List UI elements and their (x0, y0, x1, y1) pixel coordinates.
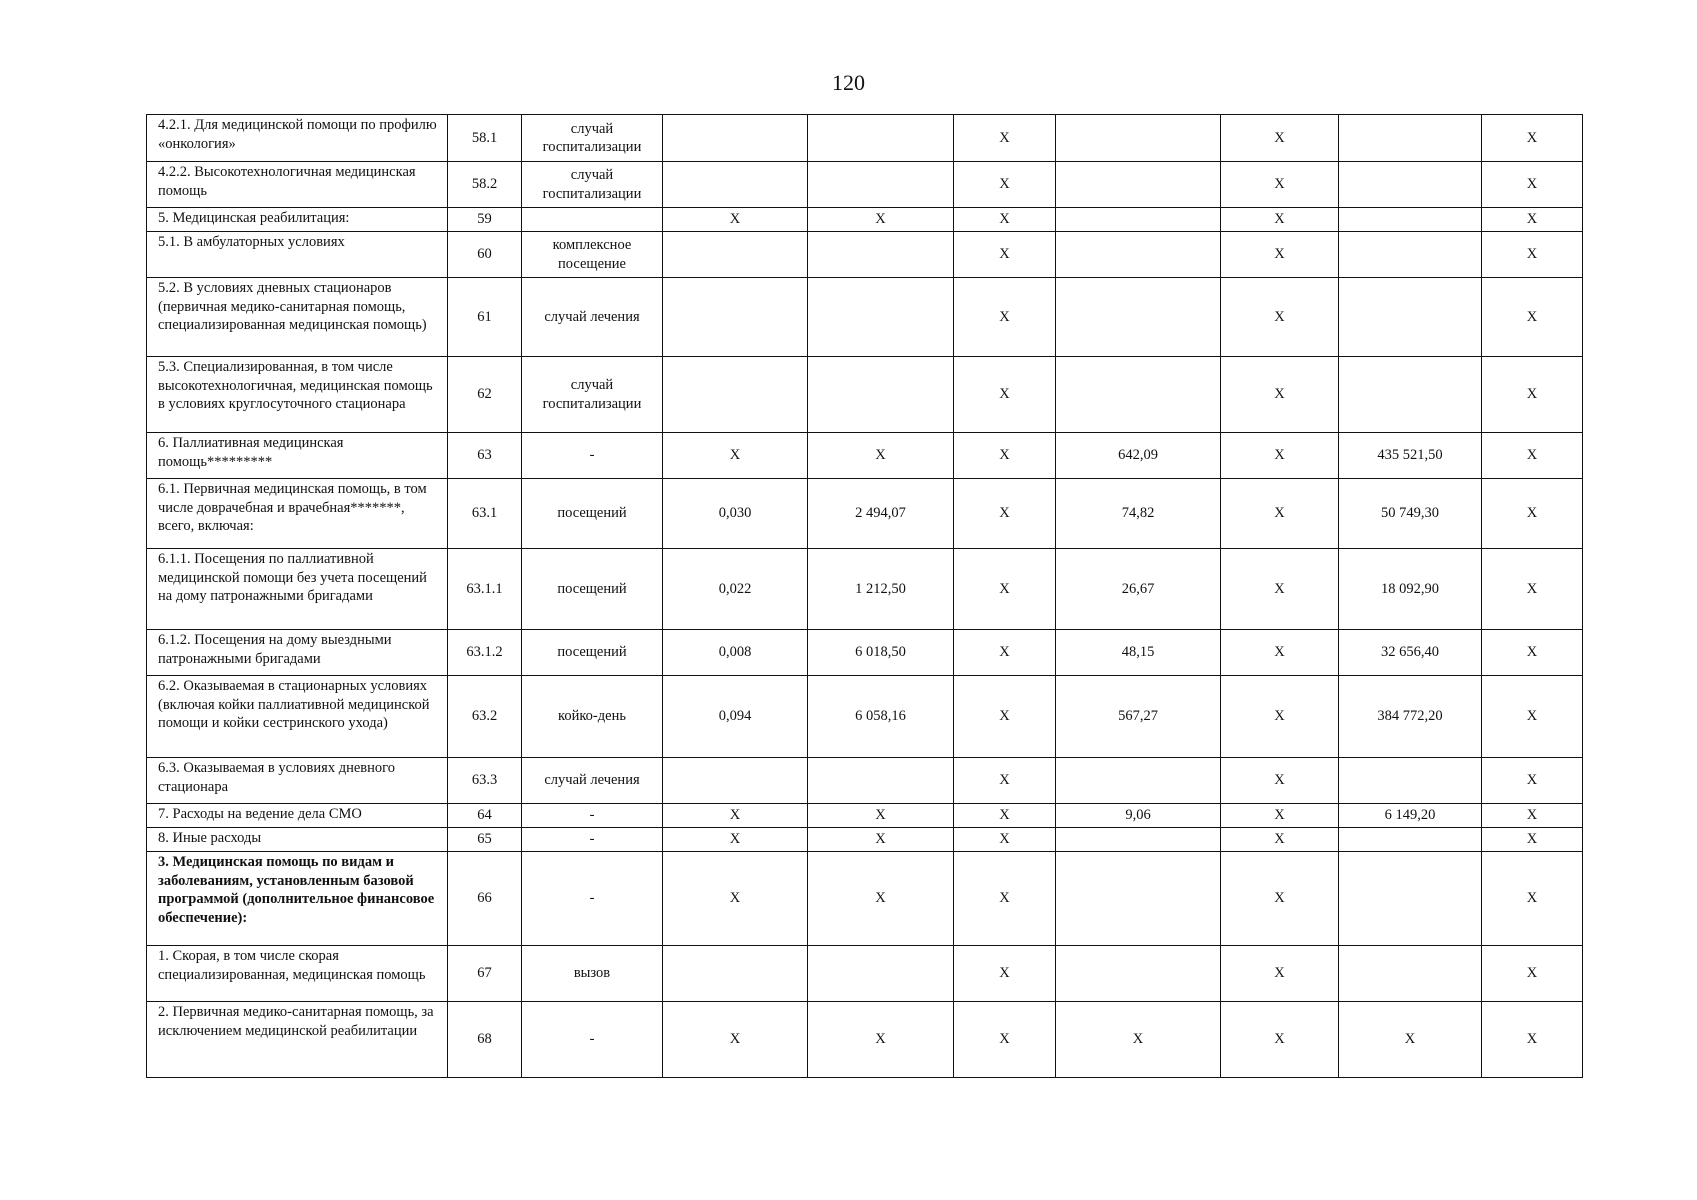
row-value-cell-1 (663, 115, 808, 162)
row-value-cell-4: 74,82 (1056, 479, 1221, 549)
table-row (147, 232, 1583, 278)
row-value-cell-3: X (954, 852, 1056, 946)
row-value-cell-7: X (1482, 433, 1583, 479)
row-unit-cell: случай госпитализации (522, 162, 663, 208)
row-value-cell-6: 32 656,40 (1339, 630, 1482, 676)
row-code-cell: 59 (448, 208, 522, 232)
row-code-cell: 58.2 (448, 162, 522, 208)
row-value-cell-4 (1056, 232, 1221, 278)
row-name-cell: 5.2. В условиях дневных стационаров (первичная медико-санитарная помощь, специализированная медицинская помощь) (147, 278, 448, 357)
table-row (147, 115, 1583, 162)
row-value-cell-3: X (954, 278, 1056, 357)
row-value-cell-7: X (1482, 630, 1583, 676)
row-value-cell-3: X (954, 828, 1056, 852)
row-code-cell: 63.2 (448, 676, 522, 758)
row-value-cell-4 (1056, 357, 1221, 433)
row-value-cell-5: X (1221, 208, 1339, 232)
row-value-cell-6: 50 749,30 (1339, 479, 1482, 549)
row-name-cell: 6.1.1. Посещения по паллиативной медицинской помощи без учета посещений на дому патронажными бригадами (147, 549, 448, 630)
table-row (147, 1002, 1583, 1078)
row-name-cell: 4.2.1. Для медицинской помощи по профилю «онкология» (147, 115, 448, 162)
row-value-cell-2: X (808, 1002, 954, 1078)
row-name-cell: 6.1.2. Посещения на дому выездными патронажными бригадами (147, 630, 448, 676)
row-name-cell: 8. Иные расходы (147, 828, 448, 852)
row-value-cell-3: X (954, 357, 1056, 433)
row-value-cell-6: X (1339, 1002, 1482, 1078)
table-row (147, 828, 1583, 852)
row-name-cell: 6. Паллиативная медицинская помощь********* (147, 433, 448, 479)
row-value-cell-7: X (1482, 162, 1583, 208)
row-name-cell: 3. Медицинская помощь по видам и заболеваниям, установленным базовой программой (дополнительное финансовое обеспечение): (147, 852, 448, 946)
row-code-cell: 68 (448, 1002, 522, 1078)
row-value-cell-3: X (954, 804, 1056, 828)
row-name-cell: 1. Скорая, в том числе скорая специализированная, медицинская помощь (147, 946, 448, 1002)
row-value-cell-4 (1056, 946, 1221, 1002)
row-value-cell-4: 567,27 (1056, 676, 1221, 758)
row-value-cell-1 (663, 162, 808, 208)
row-value-cell-3: X (954, 549, 1056, 630)
row-value-cell-5: X (1221, 232, 1339, 278)
row-value-cell-4: 26,67 (1056, 549, 1221, 630)
row-value-cell-4 (1056, 115, 1221, 162)
row-unit-cell: случай лечения (522, 758, 663, 804)
row-name-cell: 4.2.2. Высокотехнологичная медицинская помощь (147, 162, 448, 208)
row-value-cell-7: X (1482, 549, 1583, 630)
row-value-cell-3: X (954, 115, 1056, 162)
row-value-cell-5: X (1221, 758, 1339, 804)
row-unit-cell: случай лечения (522, 278, 663, 357)
row-value-cell-7: X (1482, 804, 1583, 828)
report-body (147, 115, 1583, 1078)
table-row (147, 278, 1583, 357)
row-code-cell: 63.1.2 (448, 630, 522, 676)
row-value-cell-7: X (1482, 479, 1583, 549)
row-name-cell: 6.3. Оказываемая в условиях дневного стационара (147, 758, 448, 804)
row-code-cell: 63.3 (448, 758, 522, 804)
row-value-cell-2 (808, 758, 954, 804)
row-unit-cell: - (522, 852, 663, 946)
row-value-cell-4: 9,06 (1056, 804, 1221, 828)
row-value-cell-4: 642,09 (1056, 433, 1221, 479)
row-code-cell: 66 (448, 852, 522, 946)
row-code-cell: 62 (448, 357, 522, 433)
table-row (147, 758, 1583, 804)
row-value-cell-6 (1339, 162, 1482, 208)
row-name-cell: 5. Медицинская реабилитация: (147, 208, 448, 232)
row-value-cell-2 (808, 162, 954, 208)
row-value-cell-6 (1339, 208, 1482, 232)
row-unit-cell: - (522, 828, 663, 852)
row-value-cell-1: 0,022 (663, 549, 808, 630)
row-value-cell-4 (1056, 828, 1221, 852)
row-value-cell-6 (1339, 828, 1482, 852)
row-value-cell-6 (1339, 946, 1482, 1002)
table-row (147, 162, 1583, 208)
table-row (147, 433, 1583, 479)
row-value-cell-6 (1339, 115, 1482, 162)
row-value-cell-1: 0,030 (663, 479, 808, 549)
table-row (147, 549, 1583, 630)
row-value-cell-1: X (663, 1002, 808, 1078)
row-value-cell-6 (1339, 758, 1482, 804)
row-value-cell-3: X (954, 676, 1056, 758)
row-value-cell-1: X (663, 208, 808, 232)
row-value-cell-7: X (1482, 946, 1583, 1002)
row-value-cell-4 (1056, 162, 1221, 208)
row-code-cell: 65 (448, 828, 522, 852)
row-value-cell-7: X (1482, 357, 1583, 433)
row-value-cell-4 (1056, 758, 1221, 804)
row-unit-cell (522, 208, 663, 232)
row-value-cell-1 (663, 278, 808, 357)
table-row (147, 676, 1583, 758)
row-name-cell: 5.1. В амбулаторных условиях (147, 232, 448, 278)
row-value-cell-1: X (663, 804, 808, 828)
row-value-cell-2: X (808, 208, 954, 232)
row-value-cell-6 (1339, 357, 1482, 433)
row-value-cell-6 (1339, 232, 1482, 278)
row-unit-cell: случай госпитализации (522, 115, 663, 162)
row-value-cell-2: 1 212,50 (808, 549, 954, 630)
row-code-cell: 60 (448, 232, 522, 278)
row-code-cell: 63.1.1 (448, 549, 522, 630)
row-code-cell: 67 (448, 946, 522, 1002)
row-value-cell-3: X (954, 208, 1056, 232)
row-value-cell-6: 6 149,20 (1339, 804, 1482, 828)
row-value-cell-2: X (808, 433, 954, 479)
row-value-cell-2 (808, 946, 954, 1002)
report-table (146, 114, 1583, 1078)
row-value-cell-1: X (663, 828, 808, 852)
row-value-cell-4 (1056, 852, 1221, 946)
row-code-cell: 63 (448, 433, 522, 479)
row-unit-cell: - (522, 433, 663, 479)
table-row (147, 357, 1583, 433)
row-code-cell: 58.1 (448, 115, 522, 162)
row-value-cell-7: X (1482, 1002, 1583, 1078)
row-value-cell-3: X (954, 162, 1056, 208)
row-value-cell-2: 2 494,07 (808, 479, 954, 549)
row-value-cell-1 (663, 946, 808, 1002)
row-value-cell-3: X (954, 1002, 1056, 1078)
row-value-cell-3: X (954, 232, 1056, 278)
row-value-cell-5: X (1221, 946, 1339, 1002)
row-value-cell-7: X (1482, 115, 1583, 162)
row-value-cell-5: X (1221, 549, 1339, 630)
row-value-cell-7: X (1482, 278, 1583, 357)
row-value-cell-2 (808, 278, 954, 357)
table-row (147, 630, 1583, 676)
row-code-cell: 61 (448, 278, 522, 357)
row-value-cell-5: X (1221, 479, 1339, 549)
row-value-cell-1 (663, 357, 808, 433)
row-value-cell-5: X (1221, 162, 1339, 208)
row-value-cell-7: X (1482, 852, 1583, 946)
row-value-cell-6 (1339, 852, 1482, 946)
row-value-cell-1: 0,008 (663, 630, 808, 676)
row-value-cell-3: X (954, 946, 1056, 1002)
table-row (147, 208, 1583, 232)
row-name-cell: 6.2. Оказываемая в стационарных условиях (включая койки паллиативной медицинской помощи и койки сестринского ухода) (147, 676, 448, 758)
row-value-cell-2 (808, 232, 954, 278)
row-value-cell-4 (1056, 278, 1221, 357)
row-name-cell: 6.1. Первичная медицинская помощь, в том числе доврачебная и врачебная*******, всего, включая: (147, 479, 448, 549)
row-unit-cell: вызов (522, 946, 663, 1002)
row-value-cell-6: 18 092,90 (1339, 549, 1482, 630)
row-value-cell-6: 435 521,50 (1339, 433, 1482, 479)
row-value-cell-5: X (1221, 852, 1339, 946)
row-value-cell-5: X (1221, 433, 1339, 479)
row-name-cell: 7. Расходы на ведение дела СМО (147, 804, 448, 828)
row-unit-cell: - (522, 1002, 663, 1078)
row-value-cell-5: X (1221, 278, 1339, 357)
row-value-cell-2: 6 018,50 (808, 630, 954, 676)
row-value-cell-1: X (663, 852, 808, 946)
row-value-cell-2: X (808, 828, 954, 852)
row-unit-cell: койко-день (522, 676, 663, 758)
row-name-cell: 2. Первичная медико-санитарная помощь, за исключением медицинской реабилитации (147, 1002, 448, 1078)
row-unit-cell: - (522, 804, 663, 828)
row-name-cell: 5.3. Специализированная, в том числе высокотехнологичная, медицинская помощь в условиях круглосуточного стационара (147, 357, 448, 433)
row-value-cell-1 (663, 232, 808, 278)
row-value-cell-5: X (1221, 115, 1339, 162)
table-row (147, 852, 1583, 946)
row-unit-cell: посещений (522, 549, 663, 630)
row-value-cell-6 (1339, 278, 1482, 357)
row-value-cell-1: 0,094 (663, 676, 808, 758)
row-value-cell-2: X (808, 804, 954, 828)
row-code-cell: 64 (448, 804, 522, 828)
row-value-cell-5: X (1221, 357, 1339, 433)
row-value-cell-5: X (1221, 630, 1339, 676)
row-unit-cell: комплексное посещение (522, 232, 663, 278)
row-value-cell-3: X (954, 630, 1056, 676)
table-row (147, 946, 1583, 1002)
row-value-cell-7: X (1482, 208, 1583, 232)
row-value-cell-2 (808, 357, 954, 433)
row-unit-cell: посещений (522, 630, 663, 676)
row-value-cell-3: X (954, 433, 1056, 479)
row-value-cell-5: X (1221, 804, 1339, 828)
row-value-cell-3: X (954, 479, 1056, 549)
row-value-cell-4: X (1056, 1002, 1221, 1078)
row-value-cell-7: X (1482, 758, 1583, 804)
row-value-cell-1 (663, 758, 808, 804)
row-value-cell-2: X (808, 852, 954, 946)
row-value-cell-2: 6 058,16 (808, 676, 954, 758)
row-value-cell-4 (1056, 208, 1221, 232)
row-unit-cell: посещений (522, 479, 663, 549)
row-unit-cell: случай госпитализации (522, 357, 663, 433)
row-value-cell-7: X (1482, 676, 1583, 758)
row-value-cell-5: X (1221, 676, 1339, 758)
table-row (147, 804, 1583, 828)
row-value-cell-7: X (1482, 828, 1583, 852)
row-value-cell-1: X (663, 433, 808, 479)
row-value-cell-5: X (1221, 828, 1339, 852)
row-value-cell-7: X (1482, 232, 1583, 278)
row-value-cell-5: X (1221, 1002, 1339, 1078)
row-value-cell-2 (808, 115, 954, 162)
row-value-cell-6: 384 772,20 (1339, 676, 1482, 758)
row-code-cell: 63.1 (448, 479, 522, 549)
row-value-cell-4: 48,15 (1056, 630, 1221, 676)
table-row (147, 479, 1583, 549)
row-value-cell-3: X (954, 758, 1056, 804)
page-number: 120 (832, 70, 865, 95)
